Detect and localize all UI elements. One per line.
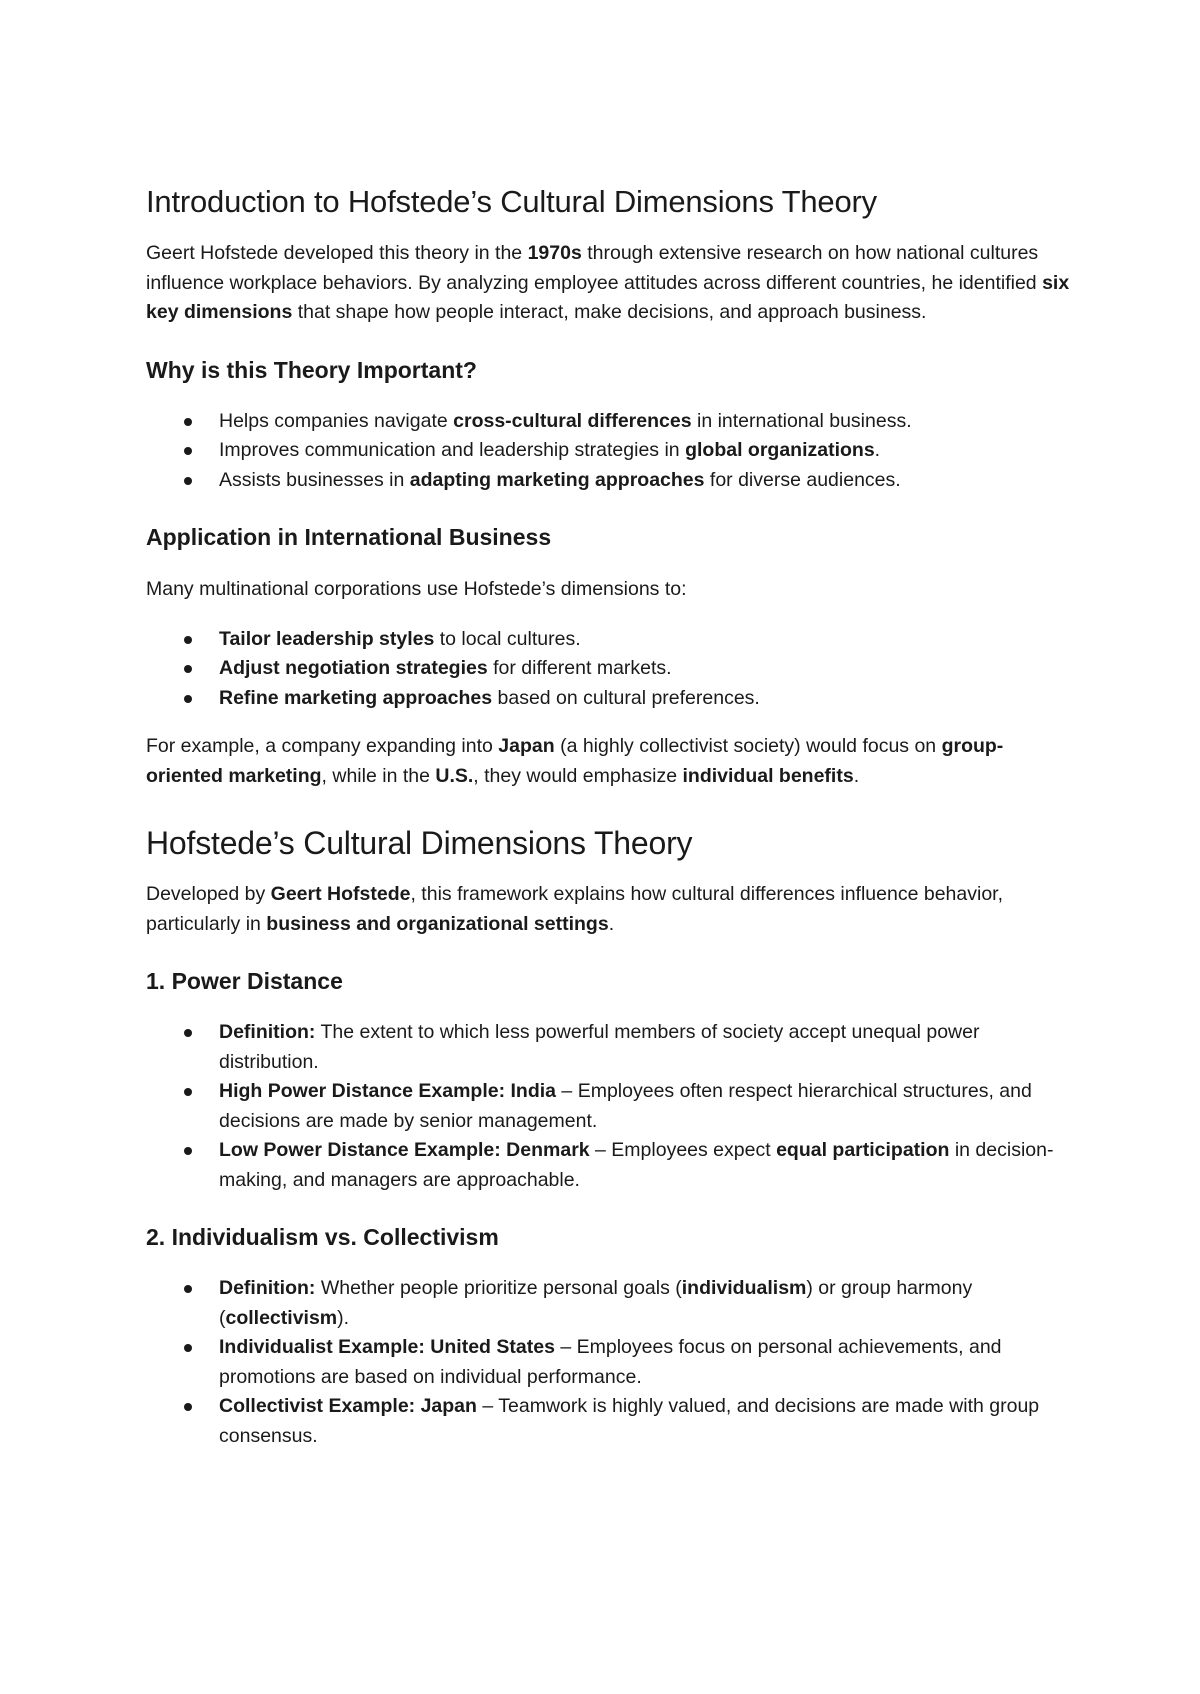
list-item: Definition: Whether people prioritize personal goals (individualism) or group harmony (collectivism). xyxy=(146,1274,1080,1333)
bullet-icon xyxy=(184,1344,192,1352)
intro-paragraph: Geert Hofstede developed this theory in the 1970s through extensive research on how national cultures influence workplace behaviors. By analyzing employee attitudes across different countries, he identified six key dimensions that shape how people interact, make decisions, and approach business. xyxy=(146,242,1070,323)
list-item: Refine marketing approaches based on cultural preferences. xyxy=(146,684,1080,714)
list-item: Improves communication and leadership strategies in global organizations. xyxy=(146,436,1080,466)
list-item: Tailor leadership styles to local cultures. xyxy=(146,625,1080,655)
list-item: Collectivist Example: Japan – Teamwork is highly valued, and decisions are made with group consensus. xyxy=(146,1392,1080,1451)
theory-intro-paragraph: Developed by Geert Hofstede, this framework explains how cultural differences influence behavior, particularly in business and organizational settings. xyxy=(146,883,1004,935)
bullet-icon xyxy=(184,418,192,426)
section-title-introduction: Introduction to Hofstede’s Cultural Dimensions Theory xyxy=(146,184,877,219)
section-title-theory: Hofstede’s Cultural Dimensions Theory xyxy=(146,825,693,861)
bullet-icon xyxy=(184,1403,192,1411)
application-lead: Many multinational corporations use Hofstede’s dimensions to: xyxy=(146,578,687,600)
bullet-icon xyxy=(184,1285,192,1293)
heading-application: Application in International Business xyxy=(146,524,552,550)
list-item: Low Power Distance Example: Denmark – Employees expect equal participation in decision-making, and managers are approachable. xyxy=(146,1136,1080,1195)
heading-power-distance: 1. Power Distance xyxy=(146,968,343,994)
heading-individualism: 2. Individualism vs. Collectivism xyxy=(146,1224,499,1250)
example-paragraph: For example, a company expanding into Japan (a highly collectivist society) would focus on group-oriented marketing, while in the U.S., they would emphasize individual benefits. xyxy=(146,735,1004,787)
bullet-icon xyxy=(184,665,192,673)
bullet-icon xyxy=(184,477,192,485)
bullet-icon xyxy=(184,1147,192,1155)
list-item: Adjust negotiation strategies for different markets. xyxy=(146,654,1080,684)
power-distance-list xyxy=(146,1018,1080,1195)
list-item: Assists businesses in adapting marketing approaches for diverse audiences. xyxy=(146,466,1080,496)
individualism-list xyxy=(146,1274,1080,1451)
application-list xyxy=(146,625,1080,714)
list-item: Helps companies navigate cross-cultural differences in international business. xyxy=(146,407,1080,437)
bullet-icon xyxy=(184,695,192,703)
why-important-list xyxy=(146,407,1080,496)
bullet-icon xyxy=(184,447,192,455)
heading-why-important: Why is this Theory Important? xyxy=(146,356,477,383)
bullet-icon xyxy=(184,1029,192,1037)
bullet-icon xyxy=(184,636,192,644)
list-item: High Power Distance Example: India – Employees often respect hierarchical structures, and decisions are made by senior management. xyxy=(146,1077,1080,1136)
bullet-icon xyxy=(184,1088,192,1096)
list-item: Definition: The extent to which less powerful members of society accept unequal power distribution. xyxy=(146,1018,1080,1077)
list-item: Individualist Example: United States – Employees focus on personal achievements, and promotions are based on individual performance. xyxy=(146,1333,1080,1392)
